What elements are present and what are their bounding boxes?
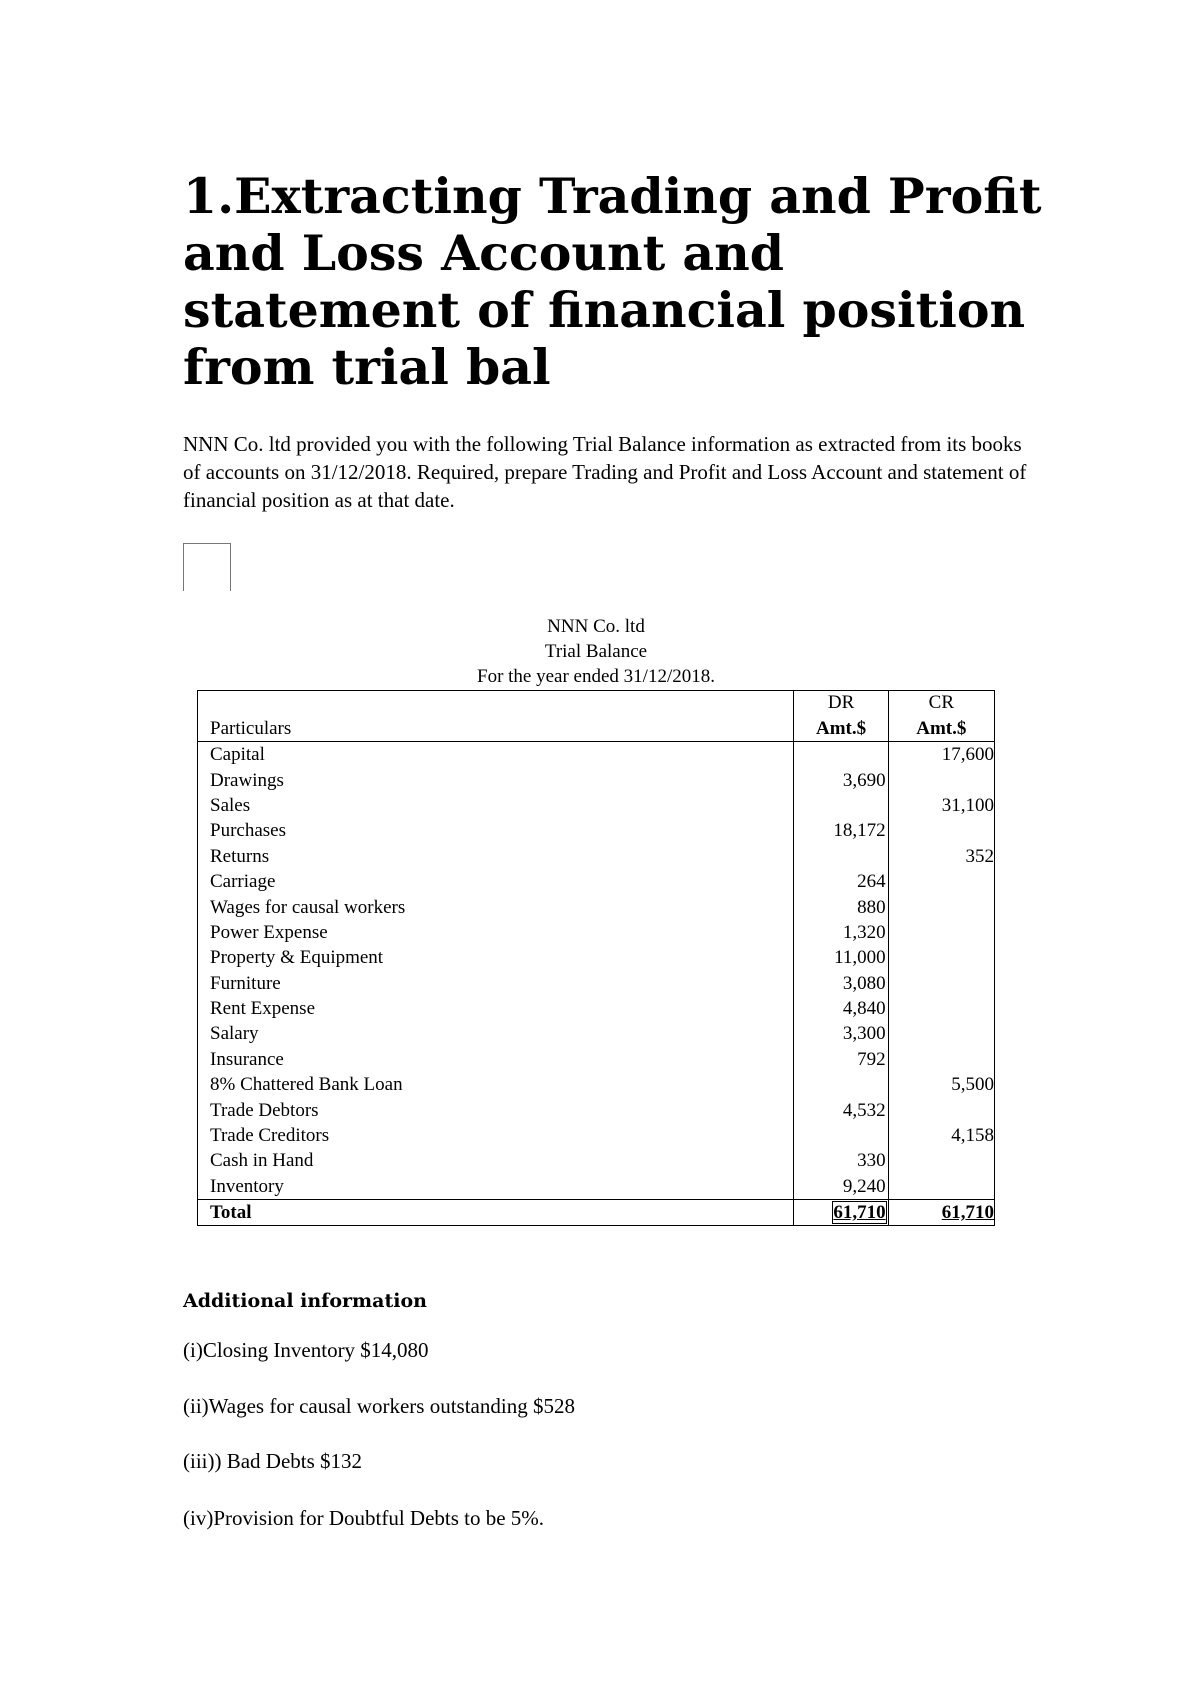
row-particular: Power Expense (198, 920, 794, 945)
table-row (198, 1123, 995, 1148)
total-label: Total (198, 1200, 794, 1226)
intro-paragraph: NNN Co. ltd provided you with the following Trial Balance information as extracted from its books of accounts on 31/12/2018. Required, prepare Trading and Profit and Loss Account and statement of financial position as at that date. (183, 432, 1027, 512)
row-cr-amount (888, 818, 994, 843)
table-header-row (198, 691, 995, 716)
row-particular: Inventory (198, 1174, 794, 1200)
row-dr-amount (794, 742, 888, 768)
additional-info-heading: Additional information (183, 1290, 427, 1312)
row-cr-amount: 31,100 (941, 794, 994, 816)
row-cr-amount (888, 1047, 994, 1072)
row-particular: Property & Equipment (198, 945, 794, 970)
row-particular: Rent Expense (198, 996, 794, 1021)
row-particular: Carriage (198, 869, 794, 894)
total-dr: 61,710 (833, 1202, 886, 1224)
row-particular: Returns (198, 844, 794, 869)
row-particular: Salary (198, 1021, 794, 1046)
row-dr-amount: 880 (794, 894, 888, 919)
cr-amount-header: Amt.$ (888, 715, 994, 742)
row-cr-amount: 352 (965, 845, 994, 867)
row-particular: Furniture (198, 971, 794, 996)
row-dr-amount (794, 1123, 888, 1148)
row-particular: Purchases (198, 818, 794, 843)
table-row (198, 844, 995, 869)
table-row (198, 1174, 995, 1200)
row-dr-amount: 3,080 (794, 971, 888, 996)
particulars-header: Particulars (198, 715, 794, 742)
table-row (198, 920, 995, 945)
row-dr-amount: 330 (794, 1148, 888, 1173)
row-particular: Trade Debtors (198, 1097, 794, 1122)
row-cr-amount (888, 1097, 994, 1122)
row-cr-amount: 4,158 (951, 1125, 994, 1147)
row-dr-amount: 3,300 (794, 1021, 888, 1046)
row-particular: Wages for causal workers (198, 894, 794, 919)
row-dr-amount (794, 793, 888, 818)
row-particular: 8% Chattered Bank Loan (198, 1072, 794, 1097)
row-dr-amount: 3,690 (794, 767, 888, 792)
row-particular: Capital (198, 742, 794, 768)
row-cr-amount (888, 1148, 994, 1173)
table-row (198, 1047, 995, 1072)
additional-item: (ii)Wages for causal workers outstanding $528 (183, 1394, 575, 1418)
dr-header: DR (794, 691, 888, 716)
table-row (198, 894, 995, 919)
row-particular: Insurance (198, 1047, 794, 1072)
row-dr-amount: 11,000 (794, 945, 888, 970)
additional-item: (i)Closing Inventory $14,080 (183, 1338, 429, 1362)
additional-item: (iv)Provision for Doubtful Debts to be 5%. (183, 1506, 545, 1530)
table-header-row (198, 715, 995, 742)
table-row (198, 945, 995, 970)
row-dr-amount: 4,532 (794, 1097, 888, 1122)
trial-balance-table (197, 690, 995, 1226)
table-row (198, 742, 995, 768)
row-cr-amount (888, 971, 994, 996)
table-row (198, 1072, 995, 1097)
additional-item: (iii)) Bad Debts $132 (183, 1449, 363, 1473)
table-body (198, 742, 995, 1226)
row-dr-amount: 9,240 (794, 1174, 888, 1200)
table-row (198, 996, 995, 1021)
row-dr-amount (794, 1072, 888, 1097)
row-cr-amount (888, 767, 994, 792)
row-cr-amount: 5,500 (951, 1074, 994, 1096)
row-cr-amount (888, 1174, 994, 1200)
total-cr: 61,710 (941, 1202, 994, 1224)
row-dr-amount: 4,840 (794, 996, 888, 1021)
row-particular: Sales (198, 793, 794, 818)
table-row (198, 818, 995, 843)
dr-amount-header: Amt.$ (794, 715, 888, 742)
row-cr-amount (888, 894, 994, 919)
row-particular: Cash in Hand (198, 1148, 794, 1173)
table-row (198, 869, 995, 894)
cr-header: CR (928, 692, 954, 713)
statement-name: Trial Balance (544, 641, 648, 662)
row-particular: Trade Creditors (198, 1123, 794, 1148)
row-cr-amount (888, 1021, 994, 1046)
table-row (198, 1097, 995, 1122)
row-cr-amount (888, 920, 994, 945)
page-title: 1.Extracting Trading and Profit and Loss Account and statement of financial position from trial bal (183, 167, 1042, 396)
table-row (198, 1021, 995, 1046)
row-dr-amount: 1,320 (794, 920, 888, 945)
table-row (198, 767, 995, 792)
row-cr-amount (888, 945, 994, 970)
total-row (198, 1200, 995, 1226)
statement-period: For the year ended 31/12/2018. (477, 666, 715, 687)
row-cr-amount (888, 869, 994, 894)
row-particular: Drawings (198, 767, 794, 792)
table-row (198, 971, 995, 996)
table-row (198, 1148, 995, 1173)
row-dr-amount (794, 844, 888, 869)
row-dr-amount: 792 (794, 1047, 888, 1072)
company-name: NNN Co. ltd (547, 616, 645, 637)
row-dr-amount: 18,172 (794, 818, 888, 843)
row-dr-amount: 264 (794, 869, 888, 894)
image-placeholder-icon (183, 543, 231, 591)
row-cr-amount (888, 996, 994, 1021)
row-cr-amount: 17,600 (941, 744, 994, 766)
trial-balance-heading (197, 614, 995, 689)
table-row (198, 793, 995, 818)
